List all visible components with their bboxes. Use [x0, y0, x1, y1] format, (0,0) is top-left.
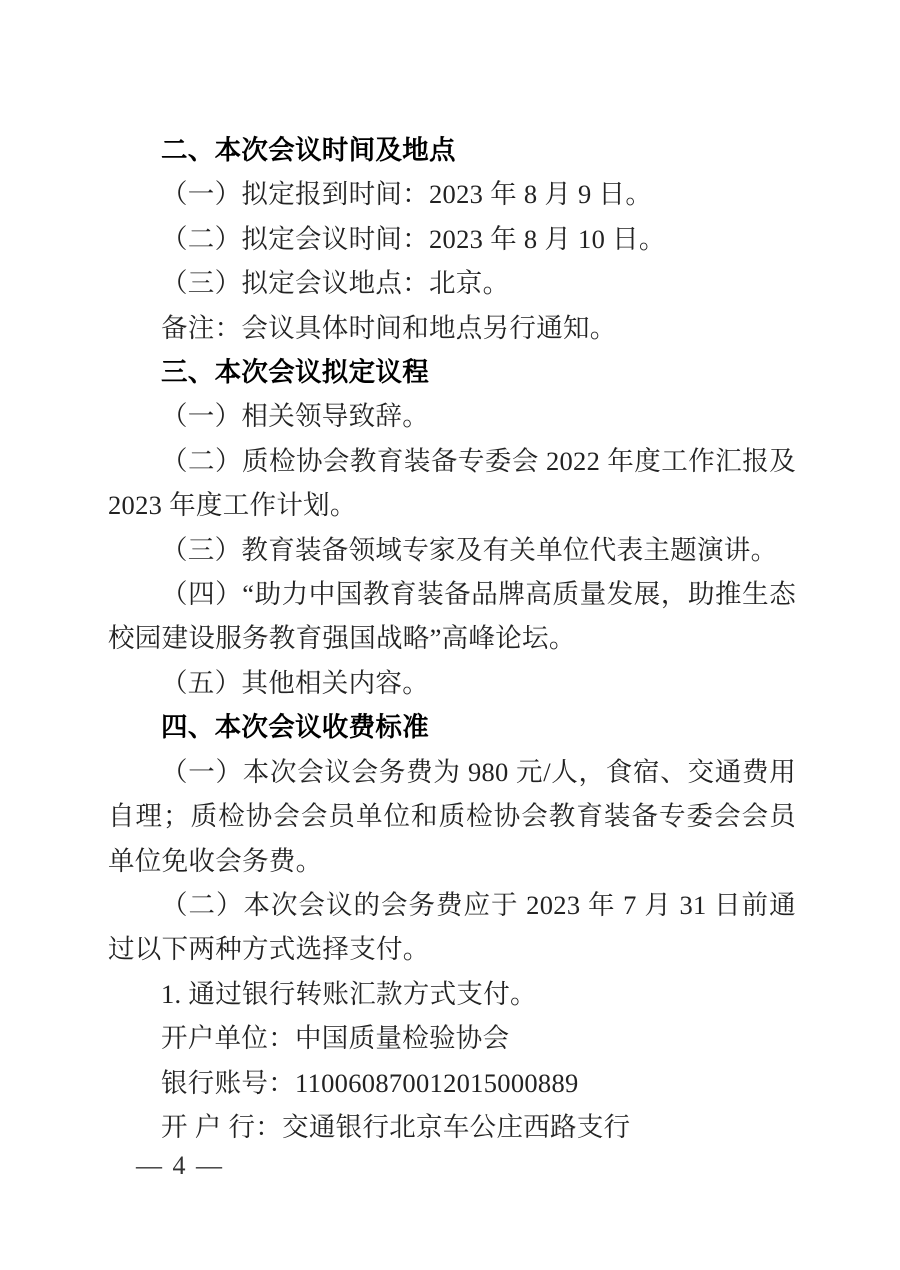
bank-branch-line: 开 户 行：交通银行北京车公庄西路支行	[161, 1111, 631, 1142]
agenda-item-3: （三）教育装备领域专家及有关单位代表主题演讲。	[161, 534, 778, 565]
agenda-item-1: （一）相关领导致辞。	[161, 401, 429, 432]
document-body	[108, 128, 796, 1149]
report-time-item: （一）拟定报到时间：2023 年 8 月 9 日。	[161, 179, 653, 210]
agenda-item-2: （二）质检协会教育装备专委会 2022 年度工作汇报及 2023 年度工作计划。	[108, 445, 796, 521]
fee-deadline-item: （二）本次会议的会务费应于 2023 年 7 月 31 日前通过以下两种方式选择支付。	[108, 889, 796, 965]
section-heading-4: 四、本次会议收费标准	[161, 712, 429, 743]
agenda-item-4: （四）“助力中国教育装备品牌高质量发展，助推生态校园建设服务教育强国战略”高峰论坛。	[108, 579, 796, 654]
payment-method-1: 1. 通过银行转账汇款方式支付。	[161, 978, 537, 1009]
remark-note: 备注：会议具体时间和地点另行通知。	[161, 312, 617, 343]
meeting-time-item: （二）拟定会议时间：2023 年 8 月 10 日。	[161, 223, 666, 254]
section-heading-3: 三、本次会议拟定议程	[161, 357, 429, 388]
page-number: — 4 —	[136, 1151, 224, 1180]
meeting-place-item: （三）拟定会议地点：北京。	[161, 268, 510, 299]
fee-standard-item: （一）本次会议会务费为 980 元/人，食宿、交通费用自理；质检协会会员单位和质检协会教育装备专委会会员单位免收会务费。	[108, 756, 796, 876]
agenda-item-5: （五）其他相关内容。	[161, 667, 429, 698]
section-heading-2: 二、本次会议时间及地点	[161, 135, 456, 165]
account-name-line: 开户单位：中国质量检验协会	[161, 1023, 510, 1054]
account-number-line: 银行账号：110060870012015000889	[161, 1067, 579, 1098]
